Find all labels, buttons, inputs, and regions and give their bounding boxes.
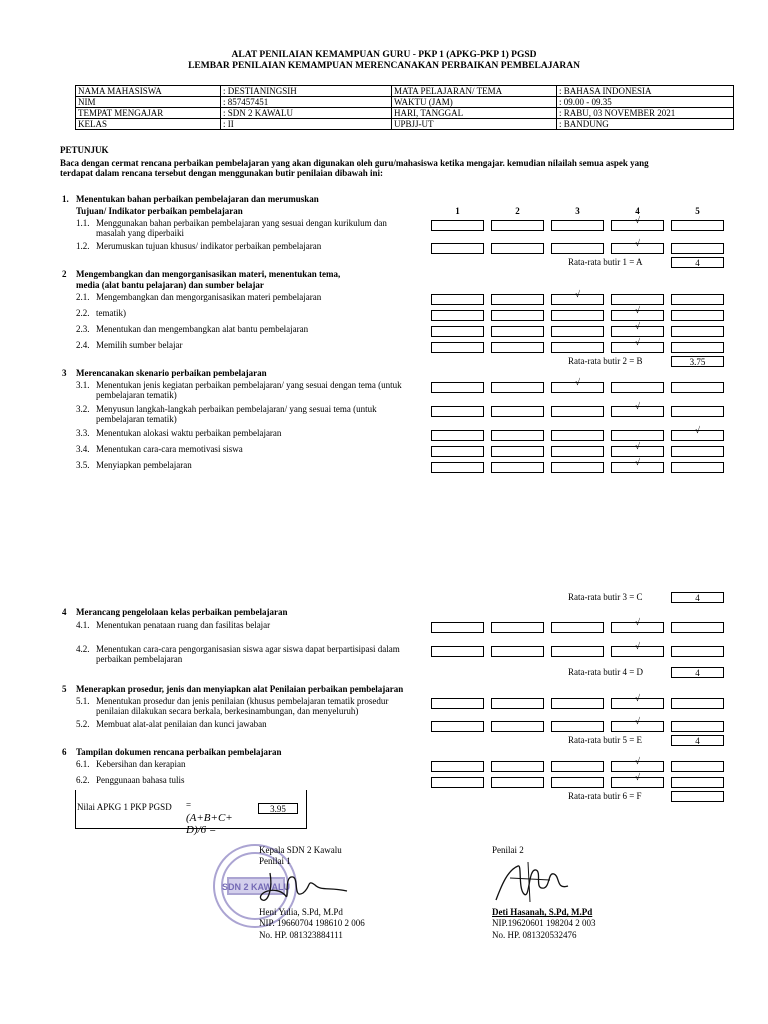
check-mark-icon: √	[635, 693, 640, 703]
item-text: Kebersihan dan kerapian	[96, 759, 186, 769]
rating-box-3[interactable]	[551, 220, 604, 231]
rating-box-2[interactable]	[491, 777, 544, 788]
average-label: Rata-rata butir 6 = F	[568, 791, 642, 801]
rating-box-5[interactable]	[671, 243, 724, 254]
instructions-line-2: terdapat dalam rencana tersebut dengan menggunakan butir penilaian dibawah ini:	[60, 168, 383, 178]
item-text-line-2: pembelajaran tematik)	[96, 390, 177, 400]
rating-box-2[interactable]	[491, 220, 544, 231]
item-text: Menentukan prosedur dan jenis penilaian (khusus pembelajaran tematik prosedur	[96, 696, 389, 706]
section-heading: Merencanakan skenario perbaikan pembelajaran	[76, 368, 267, 378]
rating-box-5[interactable]	[671, 310, 724, 321]
check-mark-icon: √	[635, 215, 640, 225]
check-mark-icon: √	[635, 772, 640, 782]
final-score-label: Nilai APKG 1 PKP PGSD	[77, 802, 172, 812]
item-text: Menggunakan bahan perbaikan pembelajaran yang sesuai dengan kurikulum dan	[96, 218, 387, 228]
identity-cell-l1: KELAS	[76, 119, 221, 130]
signer-1-role-1: Kepala SDN 2 Kawalu	[259, 845, 342, 855]
signer-2-name: Deti Hasanah, S.Pd, M.Pd	[492, 907, 593, 917]
check-mark-icon: √	[635, 305, 640, 315]
rating-box-5[interactable]	[671, 761, 724, 772]
identity-cell-l2: WAKTU (JAM)	[392, 97, 557, 108]
item-text: Menyusun langkah-langkah perbaikan pembelajaran/ yang sesuai tema (untuk	[96, 404, 377, 414]
rating-box-1[interactable]	[431, 382, 484, 393]
item-number: 4.2.	[76, 644, 90, 654]
identity-cell-l2: HARI, TANGGAL	[392, 108, 557, 119]
identity-row	[76, 97, 734, 108]
identity-cell-v1: : DESTIANINGSIH	[221, 86, 392, 97]
item-number: 3.3.	[76, 428, 90, 438]
rating-box-3[interactable]	[551, 342, 604, 353]
instructions-heading: PETUNJUK	[60, 145, 109, 155]
rating-box-3[interactable]	[551, 777, 604, 788]
identity-cell-v2: : RABU, 03 NOVEMBER 2021	[557, 108, 734, 119]
rating-box-4[interactable]	[611, 382, 664, 393]
rating-box-3[interactable]	[551, 446, 604, 457]
rating-box-3[interactable]	[551, 326, 604, 337]
check-mark-icon: √	[635, 238, 640, 248]
item-text-line-2: pembelajaran tematik)	[96, 414, 177, 424]
item-number: 1.2.	[76, 241, 90, 251]
item-text-line-2: penilaian dilakukan secara berkala, berkesinambungan, dan menyeluruh)	[96, 706, 359, 716]
rating-box-2[interactable]	[491, 243, 544, 254]
item-text: Menentukan penataan ruang dan fasilitas belajar	[96, 620, 271, 630]
rating-box-2[interactable]	[491, 382, 544, 393]
section-number: 3	[62, 368, 67, 378]
rating-box-2[interactable]	[491, 698, 544, 709]
item-number: 1.1.	[76, 218, 90, 228]
item-text: Membuat alat-alat penilaian dan kunci jawaban	[96, 719, 267, 729]
rating-box-3[interactable]	[551, 310, 604, 321]
item-text-line-2: perbaikan pembelajaran	[96, 654, 183, 664]
rating-box-2[interactable]	[491, 406, 544, 417]
form-subtitle: LEMBAR PENILAIAN KEMAMPUAN MERENCANAKAN PERBAIKAN PEMBELAJARAN	[188, 61, 580, 71]
check-mark-icon: √	[635, 756, 640, 766]
identity-cell-v2: : BAHASA INDONESIA	[557, 86, 734, 97]
scale-label-1: 1	[455, 206, 460, 216]
item-text: Menentukan alokasi waktu perbaikan pembelajaran	[96, 428, 282, 438]
section-heading: Merancang pengelolaan kelas perbaikan pembelajaran	[76, 607, 288, 617]
average-value	[671, 791, 724, 802]
scale-label-2: 2	[515, 206, 520, 216]
item-text: Menyiapkan pembelajaran	[96, 460, 192, 470]
identity-cell-v1: : SDN 2 KAWALU	[221, 108, 392, 119]
section-number: 1.	[62, 194, 69, 204]
item-text: Mengembangkan dan mengorganisasikan materi pembelajaran	[96, 292, 322, 302]
rating-box-1[interactable]	[431, 220, 484, 231]
rating-box-2[interactable]	[491, 310, 544, 321]
rating-box-5[interactable]	[671, 382, 724, 393]
item-text-line-2: masalah yang diperbaiki	[96, 228, 184, 238]
rating-box-4[interactable]	[611, 294, 664, 305]
signer-1-phone: No. HP. 081323884111	[259, 930, 343, 940]
section-heading: Mengembangkan dan mengorganisasikan materi, menentukan tema,	[76, 269, 341, 279]
identity-table	[75, 85, 734, 130]
scale-label-4: 4	[635, 206, 640, 216]
item-text: Memilih sumber belajar	[96, 340, 183, 350]
scale-label-5: 5	[695, 206, 700, 216]
average-value: 3.75	[671, 356, 724, 367]
rating-box-5[interactable]	[671, 462, 724, 473]
rating-box-3[interactable]	[551, 698, 604, 709]
section-number: 6	[62, 747, 67, 757]
section-number: 5	[62, 684, 67, 694]
item-text: Menentukan cara-cara pengorganisasian siswa agar siswa dapat berpartisipasi dalam	[96, 644, 400, 654]
rating-box-1[interactable]	[431, 446, 484, 457]
rating-box-3[interactable]	[551, 721, 604, 732]
signature-1-icon	[255, 865, 355, 910]
item-text: Merumuskan tujuan khusus/ indikator perbaikan pembelajaran	[96, 241, 322, 251]
section-number: 4	[62, 607, 67, 617]
stamp-text: SDN 2 KAWALU	[221, 882, 291, 892]
signer-2-role: Penilai 2	[492, 845, 524, 855]
identity-cell-v2: : BANDUNG	[557, 119, 734, 130]
identity-cell-l1: NIM	[76, 97, 221, 108]
section-heading: Tampilan dokumen rencana perbaikan pembelajaran	[76, 747, 282, 757]
item-number: 5.1.	[76, 696, 90, 706]
check-mark-icon: √	[635, 457, 640, 467]
item-number: 2.2.	[76, 308, 90, 318]
section-heading: Menerapkan prosedur, jenis dan menyiapkan alat Penilaian perbaikan pembelajaran	[76, 684, 404, 694]
check-mark-icon: √	[635, 337, 640, 347]
item-number: 4.1.	[76, 620, 90, 630]
identity-cell-v1: : II	[221, 119, 392, 130]
rating-box-1[interactable]	[431, 430, 484, 441]
average-label: Rata-rata butir 1 = A	[568, 257, 643, 267]
check-mark-icon: √	[575, 377, 580, 387]
section-heading: Menentukan bahan perbaikan pembelajaran dan merumuskan	[76, 194, 319, 204]
signer-1-role-2: Penilai 1	[259, 856, 291, 866]
item-text: Penggunaan bahasa tulis	[96, 775, 185, 785]
item-text: Menentukan dan mengembangkan alat bantu pembelajaran	[96, 324, 309, 334]
item-number: 2.3.	[76, 324, 90, 334]
rating-box-2[interactable]	[491, 446, 544, 457]
item-text: Menentukan cara-cara memotivasi siswa	[96, 444, 243, 454]
check-mark-icon: √	[575, 289, 580, 299]
rating-box-5[interactable]	[671, 294, 724, 305]
rating-box-1[interactable]	[431, 243, 484, 254]
signer-1-nip: NIP. 19660704 198610 2 006	[259, 918, 365, 928]
rating-box-1[interactable]	[431, 294, 484, 305]
identity-cell-l2: MATA PELAJARAN/ TEMA	[392, 86, 557, 97]
signer-2-phone: No. HP. 081320532476	[492, 930, 577, 940]
item-number: 3.4.	[76, 444, 90, 454]
rating-box-5[interactable]	[671, 342, 724, 353]
identity-row	[76, 119, 734, 130]
rating-box-1[interactable]	[431, 342, 484, 353]
average-value: 4	[671, 257, 724, 268]
final-score-value: 3.95	[258, 803, 298, 814]
final-formula-2: D)/6 =	[186, 824, 217, 836]
rating-box-2[interactable]	[491, 646, 544, 657]
rating-box-3[interactable]	[551, 430, 604, 441]
rating-box-1[interactable]	[431, 646, 484, 657]
identity-cell-l1: TEMPAT MENGAJAR	[76, 108, 221, 119]
signer-1-name: Heni Yulia, S.Pd, M.Pd	[259, 907, 343, 917]
check-mark-icon: √	[635, 401, 640, 411]
rating-box-5[interactable]	[671, 622, 724, 633]
rating-box-1[interactable]	[431, 406, 484, 417]
rating-box-3[interactable]	[551, 622, 604, 633]
signer-2-nip: NIP.19620601 198204 2 003	[492, 918, 596, 928]
identity-cell-v1: : 857457451	[221, 97, 392, 108]
rating-box-2[interactable]	[491, 294, 544, 305]
item-text: Menentukan jenis kegiatan perbaikan pembelajaran/ yang sesuai dengan tema (untuk	[96, 380, 402, 390]
rating-box-1[interactable]	[431, 310, 484, 321]
rating-box-4[interactable]	[611, 430, 664, 441]
rating-box-1[interactable]	[431, 326, 484, 337]
item-text: tematik)	[96, 308, 126, 318]
average-value: 4	[671, 667, 724, 678]
rating-box-5[interactable]	[671, 220, 724, 231]
rating-box-1[interactable]	[431, 721, 484, 732]
final-formula-1: (A+B+C+	[186, 812, 233, 824]
rating-box-5[interactable]	[671, 446, 724, 457]
check-mark-icon: √	[695, 425, 700, 435]
rating-box-1[interactable]	[431, 622, 484, 633]
rating-box-1[interactable]	[431, 462, 484, 473]
average-label: Rata-rata butir 5 = E	[568, 735, 643, 745]
rating-box-3[interactable]	[551, 243, 604, 254]
rating-box-2[interactable]	[491, 761, 544, 772]
section-heading-line-2: media (alat bantu pelajaran) dan sumber belajar	[76, 280, 264, 290]
rating-box-5[interactable]	[671, 721, 724, 732]
signature-2-icon	[488, 858, 578, 906]
rating-box-3[interactable]	[551, 462, 604, 473]
rating-box-5[interactable]	[671, 406, 724, 417]
rating-box-5[interactable]	[671, 777, 724, 788]
rating-box-2[interactable]	[491, 462, 544, 473]
item-number: 2.1.	[76, 292, 90, 302]
rating-box-2[interactable]	[491, 342, 544, 353]
item-number: 5.2.	[76, 719, 90, 729]
item-number: 6.2.	[76, 775, 90, 785]
rating-box-5[interactable]	[671, 326, 724, 337]
form-title: ALAT PENILAIAN KEMAMPUAN GURU - PKP 1 (APKG-PKP 1) PGSD	[231, 50, 537, 60]
instructions-line-1: Baca dengan cermat rencana perbaikan pembelajaran yang akan digunakan oleh guru/mahasiswa ketika mengajar. kemudian nilailah semua aspek yang	[60, 158, 649, 168]
check-mark-icon: √	[635, 716, 640, 726]
identity-row	[76, 86, 734, 97]
check-mark-icon: √	[635, 321, 640, 331]
rating-box-2[interactable]	[491, 622, 544, 633]
item-number: 6.1.	[76, 759, 90, 769]
rating-box-1[interactable]	[431, 698, 484, 709]
identity-cell-l1: NAMA MAHASISWA	[76, 86, 221, 97]
rating-box-1[interactable]	[431, 761, 484, 772]
rating-box-5[interactable]	[671, 646, 724, 657]
item-number: 3.2.	[76, 404, 90, 414]
average-label: Rata-rata butir 2 = B	[568, 356, 643, 366]
average-value: 4	[671, 735, 724, 746]
section-number: 2	[62, 269, 67, 279]
final-score-equals: =	[186, 800, 192, 810]
rating-box-2[interactable]	[491, 721, 544, 732]
average-label: Rata-rata butir 4 = D	[568, 667, 644, 677]
check-mark-icon: √	[635, 641, 640, 651]
rating-box-1[interactable]	[431, 777, 484, 788]
rating-box-2[interactable]	[491, 430, 544, 441]
identity-cell-v2: : 09.00 - 09.35	[557, 97, 734, 108]
rating-box-5[interactable]	[671, 698, 724, 709]
item-number: 3.1.	[76, 380, 90, 390]
check-mark-icon: √	[635, 441, 640, 451]
scale-label-3: 3	[575, 206, 580, 216]
rating-box-3[interactable]	[551, 646, 604, 657]
rating-box-3[interactable]	[551, 761, 604, 772]
rating-box-2[interactable]	[491, 326, 544, 337]
check-mark-icon: √	[635, 617, 640, 627]
identity-row	[76, 108, 734, 119]
section-heading-line-2: Tujuan/ Indikator perbaikan pembelajaran	[76, 206, 243, 216]
average-label: Rata-rata butir 3 = C	[568, 592, 643, 602]
item-number: 3.5.	[76, 460, 90, 470]
item-number: 2.4.	[76, 340, 90, 350]
identity-cell-l2: UPBJJ-UT	[392, 119, 557, 130]
rating-box-3[interactable]	[551, 406, 604, 417]
average-value: 4	[671, 592, 724, 603]
